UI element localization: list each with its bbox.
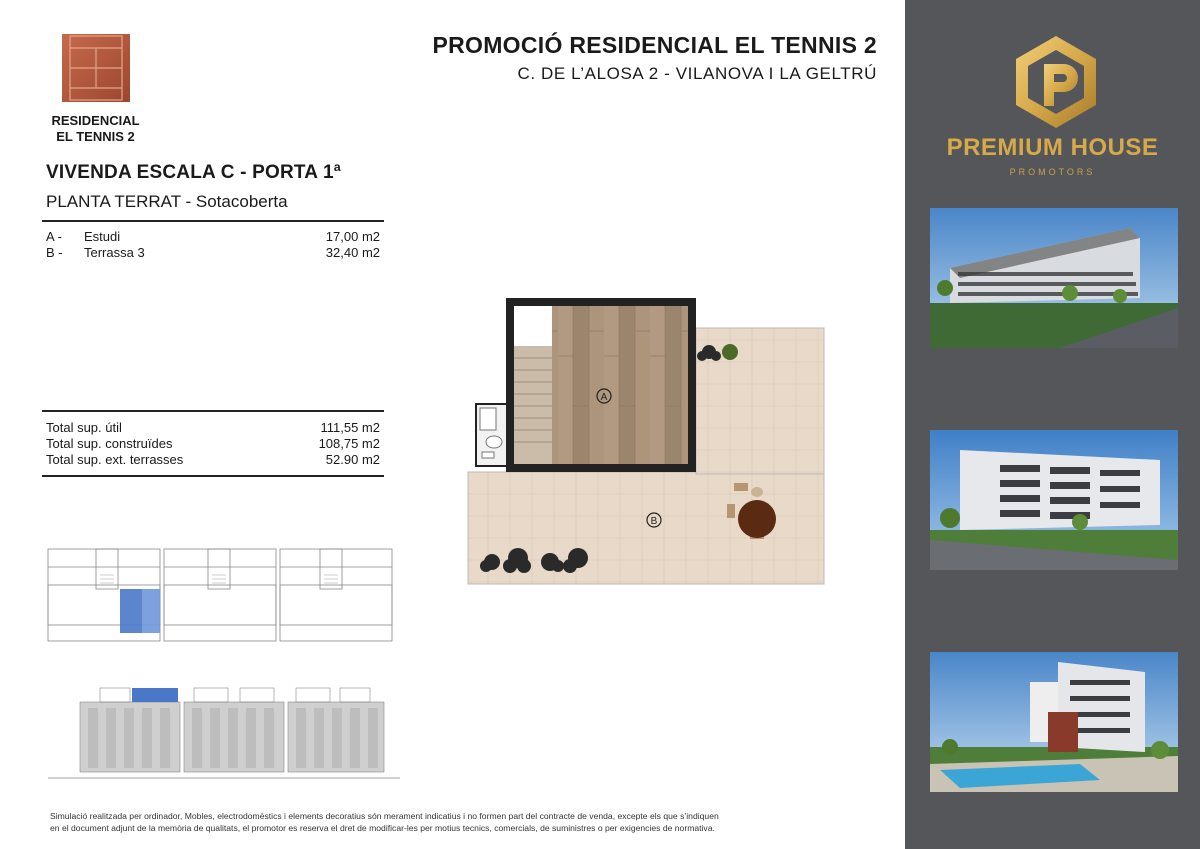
totals-table-bottom-rule: [42, 475, 384, 477]
room-name: Terrassa 3: [84, 245, 145, 260]
total-value: 111,55 m2: [320, 420, 380, 435]
highlighted-unit: [120, 589, 142, 633]
room-area: 32,40 m2: [325, 245, 380, 260]
promotion-title: PROMOCIÓ RESIDENCIAL EL TENNIS 2: [432, 32, 877, 58]
promoter-name: PREMIUM HOUSE: [946, 134, 1159, 161]
building-render-street: [930, 208, 1178, 348]
building-render-facade: [930, 430, 1178, 570]
room-area: 17,00 m2: [325, 229, 380, 244]
rooms-table-top-rule: [42, 220, 384, 222]
label-b: B: [650, 516, 658, 527]
floor-plan: [466, 296, 826, 586]
totals-table-top-rule: [42, 410, 384, 412]
disclaimer-line1: Simulació realitzada per ordinador, Mobles, electrodomèstics i elements decoratius són merament indicatius i no formen part del contracte de venda, excepte els que s’indiquen: [50, 811, 719, 821]
disclaimer-line2: en el document adjunt de la memòria de qualitats, el promotor es reserva el dret de modificar-les per motius tecnics, comercials, de suministres o per exigencies de normativa.: [50, 823, 715, 833]
disclaimer: [50, 810, 790, 834]
total-label: Total sup. ext. terrasses: [46, 452, 184, 467]
brand-name-line1: RESIDENCIAL: [51, 113, 140, 128]
label-a: A: [600, 392, 608, 403]
highlighted-unit: [132, 688, 178, 702]
total-value: 108,75 m2: [318, 436, 380, 451]
room-code: A -: [46, 229, 62, 244]
key-plan-elevation: [44, 682, 404, 782]
promotion-address: C. DE L’ALOSA 2 - VILANOVA I LA GELTRÚ: [517, 64, 877, 83]
room-name: Estudi: [84, 229, 121, 244]
total-label: Total sup. útil: [46, 420, 122, 435]
unit-title: VIVENDA ESCALA C - PORTA 1ª: [46, 162, 341, 183]
promoter-subtitle: PROMOTORS: [1009, 167, 1096, 177]
building-render-pool: [930, 652, 1178, 792]
total-label: Total sup. construïdes: [46, 436, 173, 451]
premium-house-logo-icon: [1014, 34, 1098, 130]
brand-name: [38, 113, 153, 145]
unit-subtitle: PLANTA TERRAT - Sotacoberta: [46, 192, 288, 211]
key-plan-floor: [44, 545, 396, 645]
residencial-logo-icon: [62, 34, 130, 102]
room-code: B -: [46, 245, 63, 260]
brand-name-line2: EL TENNIS 2: [56, 129, 135, 144]
total-value: 52.90 m2: [325, 452, 380, 467]
